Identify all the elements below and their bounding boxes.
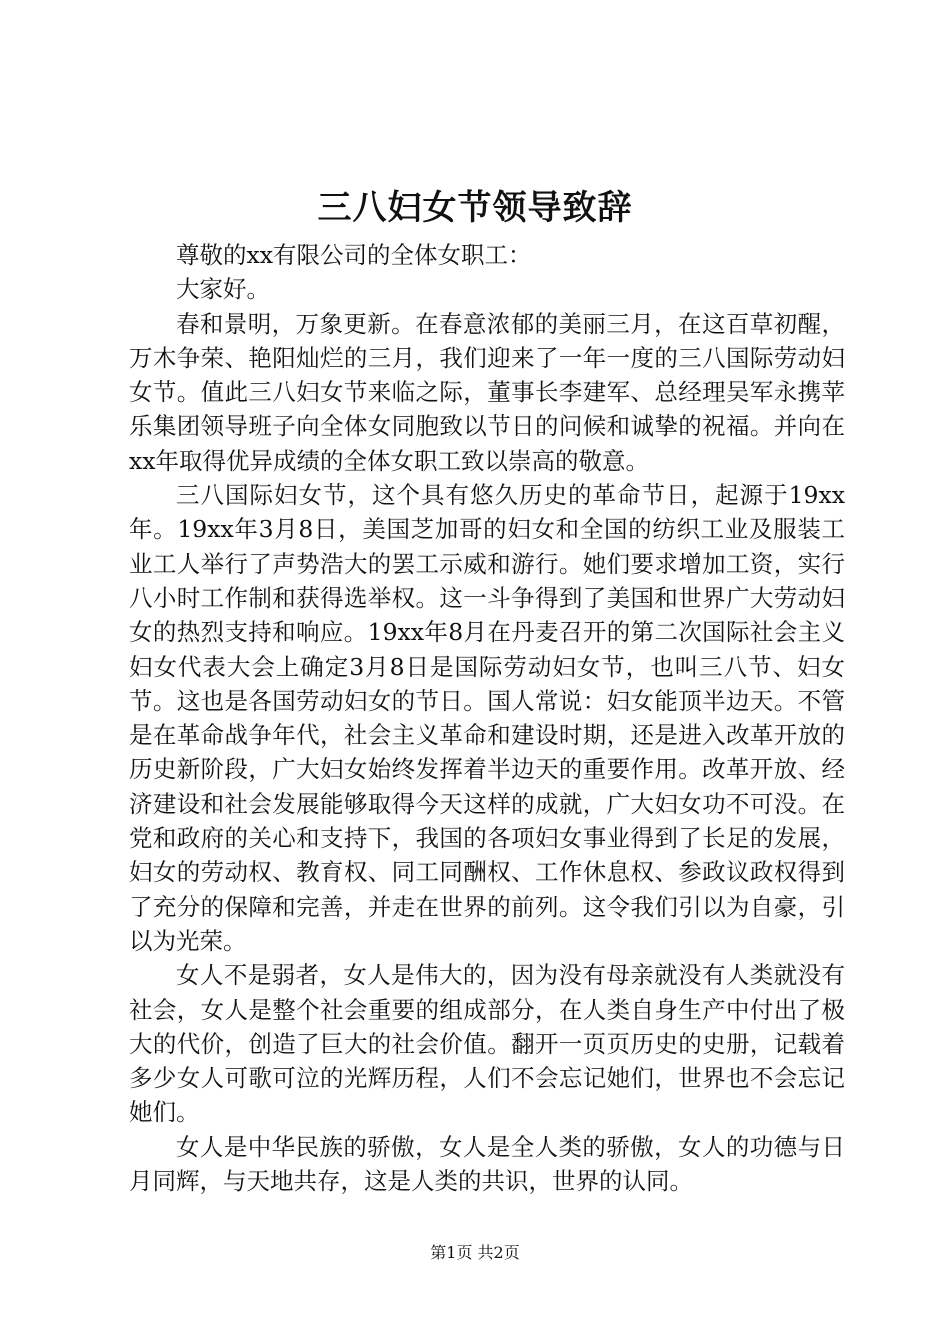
- body-paragraph: 女人是中华民族的骄傲，女人是全人类的骄傲，女人的功德与日月同辉，与天地共存，这是人类的共识，世界的认同。: [129, 1132, 845, 1196]
- greeting-paragraph: 尊敬的xx有限公司的全体女职工：: [176, 241, 532, 269]
- body-paragraph: 三八国际妇女节，这个具有悠久历史的革命节日，起源于19xx年。19xx年3月8日，美国芝加哥的妇女和全国的纺织工业及服装工业工人举行了声势浩大的罢工示威和游行。她们要求增加工资，实行八小时工作制和获得选举权。这一斗争得到了美国和世界广大劳动妇女的热烈支持和响应。19xx年8月在丹麦召开的第二次国际社会主义妇女代表大会上确定3月8日是国际劳动妇女节，也叫三八节、妇女节。这也是各国劳动妇女的节日。国人常说：妇女能顶半边天。不管是在革命战争年代，社会主义革命和建设时期，还是进入改革开放的历史新阶段，广大妇女始终发挥着半边天的重要作用。改革开放、经济建设和社会发展能够取得今天这样的成就，广大妇女功不可没。在党和政府的关心和支持下，我国的各项妇女事业得到了长足的发展，妇女的劳动权、教育权、同工同酬权、工作休息权、参政议政权得到了充分的保障和完善，并走在世界的前列。这令我们引以为自豪，引以为光荣。: [129, 481, 845, 955]
- salutation-paragraph: 大家好。: [176, 275, 270, 304]
- body-paragraph: 春和景明，万象更新。在春意浓郁的美丽三月，在这百草初醒，万木争荣、艳阳灿烂的三月，我们迎来了一年一度的三八国际劳动妇女节。值此三八妇女节来临之际，董事长李建军、总经理吴军永携苹乐集团领导班子向全体女同胞致以节日的问候和诚挚的祝福。并向在xx年取得优异成绩的全体女职工致以崇高的敬意。: [129, 309, 845, 475]
- page-number-footer: 第1页 共2页: [430, 1243, 520, 1262]
- document-body: [129, 238, 845, 1198]
- document-title: 三八妇女节领导致辞: [317, 188, 633, 228]
- body-paragraph: 女人不是弱者，女人是伟大的，因为没有母亲就没有人类就没有社会，女人是整个社会重要的组成部分，在人类自身生产中付出了极大的代价，创造了巨大的社会价值。翻开一页页历史的史册，记载着多少女人可歌可泣的光辉历程，人们不会忘记她们，世界也不会忘记她们。: [129, 961, 845, 1127]
